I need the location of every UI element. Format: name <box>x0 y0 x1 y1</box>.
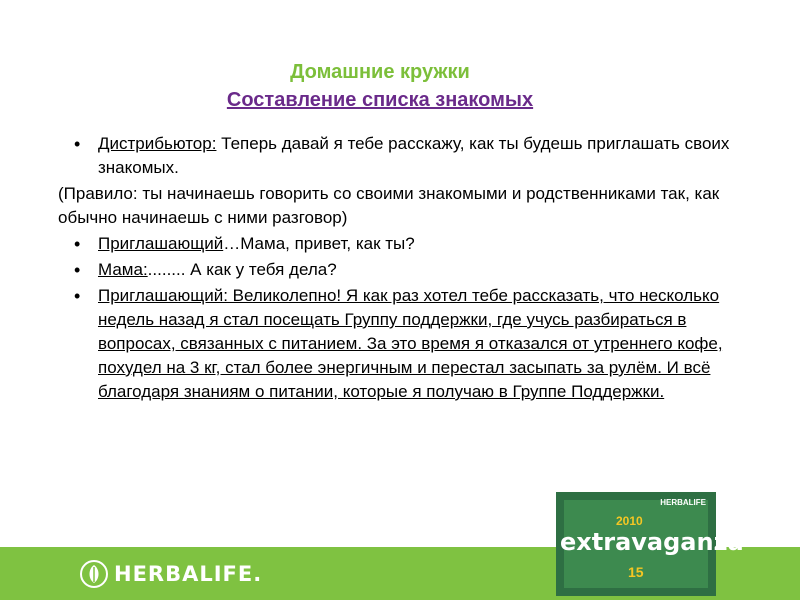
herbalife-logo <box>80 560 262 588</box>
badge-word: extravaganza <box>560 528 744 556</box>
slide-subtitle: Составление списка знакомых <box>226 89 534 111</box>
badge-brand: HERBALIFE <box>660 498 706 507</box>
item-text: Теперь давай я тебе расскажу, как ты будешь приглашать своих знакомых. <box>98 134 730 177</box>
logo-text: HERBALIFE. <box>114 562 263 586</box>
rule-text: (Правило: ты начинаешь говорить со своими знакомыми и родственниками так, как обычно начинаешь с ними разговор) <box>58 184 720 227</box>
item-text: ........ А как у тебя дела? <box>147 260 337 279</box>
slide-title: Домашние кружки <box>290 61 470 83</box>
item-text: …Мама, привет, как ты? <box>223 234 415 253</box>
leaf-icon <box>80 560 108 588</box>
item-text: Приглашающий: Великолепно! Я как раз хотел тебе рассказать, что несколько недель назад я стал посещать Группу поддержки, где учусь разбираться в вопросах, связанных с питанием. За это время я отказался от утреннего кофе, похудел на 3 кг, стал более энергичным и перестал засыпать за рулём. И всё благодаря знаниям о питании, которые я получаю в Группе Поддержки. <box>98 286 723 401</box>
title-block <box>0 58 760 114</box>
extravaganza-badge <box>556 492 744 596</box>
list-item <box>58 132 758 180</box>
badge-year: 2010 <box>616 514 643 528</box>
list-item <box>58 284 758 404</box>
speaker-label: Мама: <box>98 260 148 279</box>
speaker-label: Приглашающий <box>98 234 224 253</box>
list-item <box>58 232 758 256</box>
speaker-label: Дистрибьютор: <box>98 134 217 153</box>
slide-content <box>58 132 758 406</box>
badge-number: 15 <box>628 564 644 580</box>
list-item <box>58 258 758 282</box>
